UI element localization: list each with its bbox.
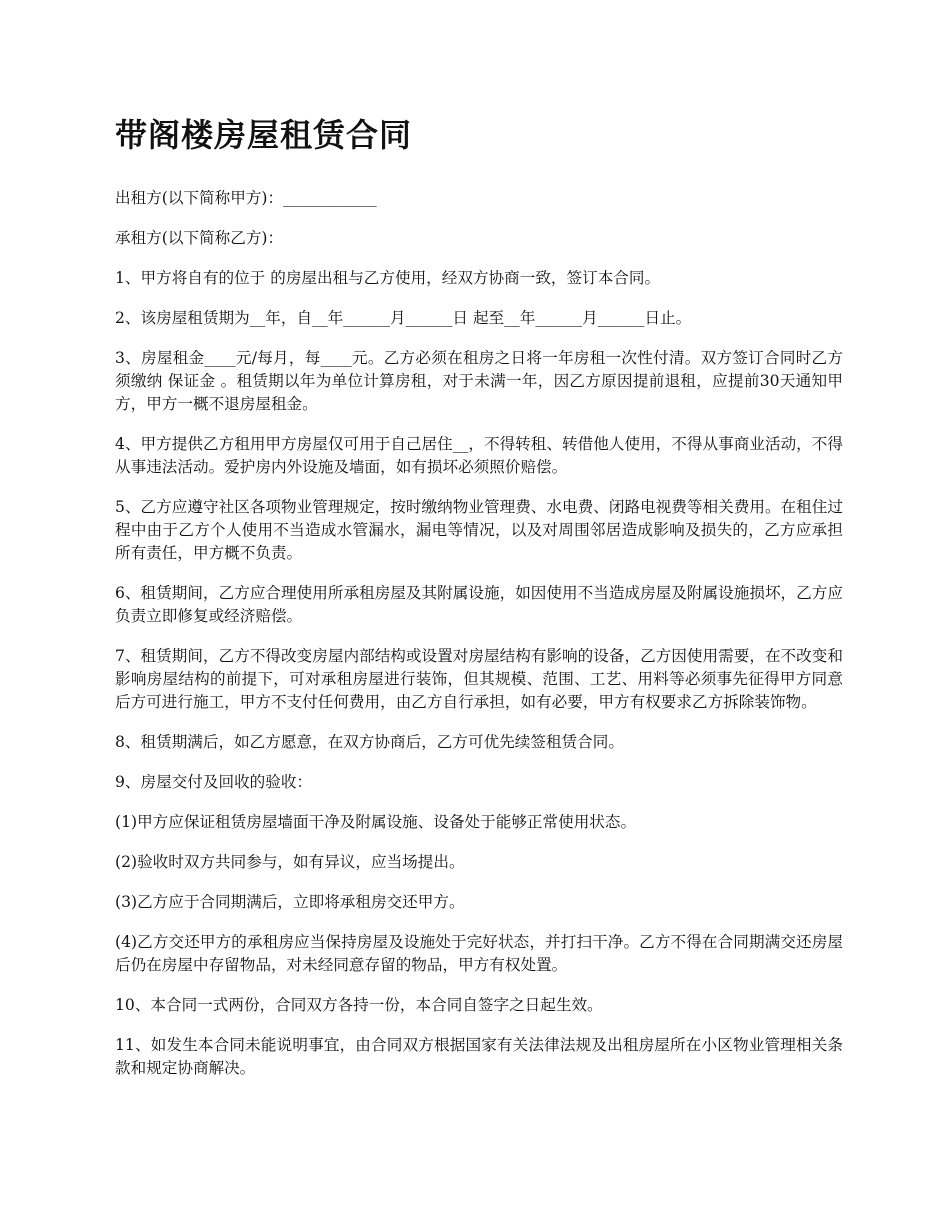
clause-5: 5、乙方应遵守社区各项物业管理规定，按时缴纳物业管理费、水电费、闭路电视费等相关费用。在租住过程中由于乙方个人使用不当造成水管漏水，漏电等情况，以及对周围邻居造成影响及损失的，乙方应承担所有责任，甲方概不负责。 — [115, 498, 843, 562]
lessee-line: 承租方(以下简称乙方)： — [115, 229, 284, 247]
clause-3: 3、房屋租金____元/每月，每____元。乙方必须在租房之日将一年房租一次性付清。双方签订合同时乙方须缴纳 保证金 。租赁期以年为单位计算房租，对于未满一年，因乙方原因提前退租，应提前30天通知甲方，甲方一概不退房屋租金。 — [115, 349, 843, 413]
lessor-line: 出租方(以下简称甲方)：____________ — [115, 189, 377, 207]
clause-1: 1、甲方将自有的位于 的房屋出租与乙方使用，经双方协商一致，签订本合同。 — [115, 269, 661, 287]
clause-10: 10、本合同一式两份，合同双方各持一份，本合同自签字之日起生效。 — [115, 996, 603, 1014]
clause-9-item-1: (1)甲方应保证租赁房屋墙面干净及附属设施、设备处于能够正常使用状态。 — [115, 813, 637, 831]
clause-9-item-3: (3)乙方应于合同期满后，立即将承租房交还甲方。 — [115, 893, 465, 911]
document-title: 带阁楼房屋租赁合同 — [115, 116, 413, 154]
clause-6: 6、租赁期间，乙方应合理使用所承租房屋及其附属设施，如因使用不当造成房屋及附属设施损坏，乙方应负责立即修复或经济赔偿。 — [115, 584, 843, 625]
clause-2: 2、该房屋租赁期为__年，自__年______月______日 起至__年______月______日止。 — [115, 309, 692, 327]
clause-7: 7、租赁期间，乙方不得改变房屋内部结构或设置对房屋结构有影响的设备，乙方因使用需要，在不改变和影响房屋结构的前提下，可对承租房屋进行装饰，但其规模、范围、工艺、用料等必须事先征得甲方同意后方可进行施工，甲方不支付任何费用，由乙方自行承担，如有必要，甲方有权要求乙方拆除装饰物。 — [115, 647, 843, 711]
clause-9: 9、房屋交付及回收的验收： — [115, 773, 313, 791]
clause-9-item-2: (2)验收时双方共同参与，如有异议，应当场提出。 — [115, 853, 465, 871]
document-page — [115, 113, 843, 1097]
clause-9-item-4: (4)乙方交还甲方的承租房应当保持房屋及设施处于完好状态，并打扫干净。乙方不得在合同期满交还房屋后仍在房屋中存留物品，对未经同意存留的物品，甲方有权处置。 — [115, 933, 843, 974]
clause-8: 8、租赁期满后，如乙方愿意，在双方协商后，乙方可优先续签租赁合同。 — [115, 733, 624, 751]
clause-11: 11、如发生本合同未能说明事宜，由合同双方根据国家有关法律法规及出租房屋所在小区物业管理相关条款和规定协商解决。 — [115, 1036, 843, 1077]
clause-4: 4、甲方提供乙方租用甲方房屋仅可用于自己居住__，不得转租、转借他人使用，不得从事商业活动，不得从事违法活动。爱护房内外设施及墙面，如有损坏必须照价赔偿。 — [115, 435, 843, 476]
